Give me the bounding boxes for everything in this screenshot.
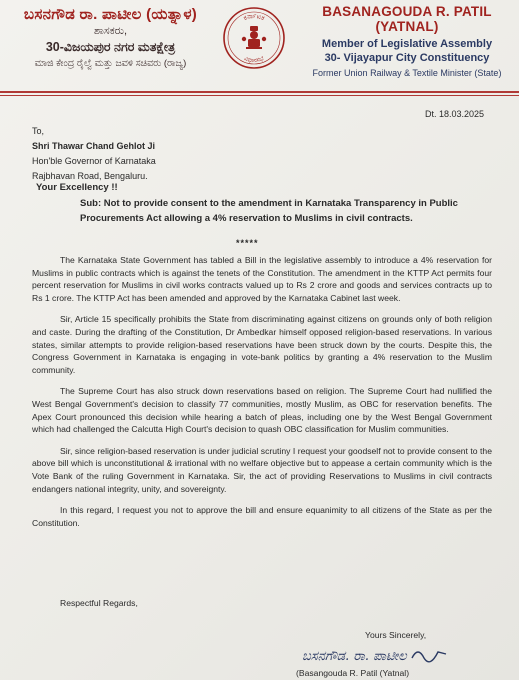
english-constituency: 30- Vijayapur City Constituency — [324, 52, 490, 64]
recipient-name: Shri Thawar Chand Gehlot Ji — [32, 141, 156, 151]
seal-text-top: ಕರ್ನಾಟಕ — [242, 11, 266, 23]
recipient-address: Rajbhavan Road, Bengaluru. — [32, 171, 148, 181]
letter-body — [32, 254, 492, 538]
kannada-letterhead — [8, 6, 213, 69]
body-paragraph: Sir, Article 15 specifically prohibits the State from discriminating against citizens on grounds only of both religion and caste. During the drafting of the Constitution, Dr Ambedkar himself opposed religion-based reservations. In various states, similar attempts to provide religion-based reservations have been struck down by the courts. Despite this, the Congress Government in Karnataka is engaging in vote-bank politics by granting a 4% reservation to the Muslim community. — [32, 314, 492, 375]
body-paragraph: Sir, since religion-based reservation is under judicial scrutiny I request your goodself not to provide consent to the above bill which is unconstitutional & irrational with no welfare objective but to appease a certain community which is the Vote Bank of the ruling Government in Karnataka. Sir, the act of providing Reservations to Muslims in civil contracts endangers national integrity, unity, and sovereignty. — [32, 445, 492, 494]
kannada-name: ಬಸನಗೌಡ ರಾ. ಪಾಟೀಲ (ಯತ್ನಾಳ) — [23, 6, 198, 23]
english-former-minister: Former Union Railway & Textile Minister (State) — [312, 68, 502, 78]
letter-date: Dt. 18.03.2025 — [425, 109, 485, 119]
separator-stars: ***** — [236, 238, 259, 248]
letterhead-divider — [0, 91, 519, 93]
recipient-address-block — [32, 124, 156, 184]
subject-line: Sub: Not to provide consent to the amendment in Karnataka Transparency in Public Procurements Act allowing a 4% reservation to Muslims in civil contracts. — [80, 198, 458, 224]
kannada-former-minister: ಮಾಜಿ ಕೇಂದ್ರ ರೈಲ್ವೆ ಮತ್ತು ಜವಳಿ ಸಚಿವರು (ರಾಜ್ಯ) — [34, 58, 187, 69]
body-paragraph: The Supreme Court has also struck down reservations based on religion. The Supreme Court had nullified the West Bengal Government's decision to classify 77 communities, mostly Muslim, as OBC for reservation benefits. The Apex Court pronounced this decision while hearing a batch of pleas, including one by the West Bengal Government which had challenged the Calcutta High Court's decision to quash OBC classification for Muslim communities. — [32, 386, 492, 435]
handwritten-signature — [292, 642, 452, 666]
english-letterhead — [298, 4, 516, 78]
karnataka-seal-emblem — [222, 6, 286, 70]
recipient-title: Hon'ble Governor of Karnataka — [32, 156, 156, 166]
seal-text-bottom: ವಿಧಾನಸಭೆ — [243, 55, 265, 65]
english-name: BASANAGOUDA R. PATIL (YATNAL) — [322, 4, 492, 34]
yours-sincerely: Yours Sincerely, — [365, 630, 427, 640]
english-role: Member of Legislative Assembly — [321, 38, 493, 50]
kannada-constituency: 30-ವಿಜಯಪುರ ನಗರ ಮತಕ್ಷೇತ್ರ — [45, 40, 176, 54]
letterhead-divider-thin — [0, 95, 519, 96]
seal-center-emblem — [242, 26, 266, 49]
signatory-name: (Basangouda R. Patil (Yatnal) — [296, 668, 410, 678]
to-label: To, — [32, 126, 45, 136]
closing-regards: Respectful Regards, — [60, 598, 138, 608]
kannada-designation: ಶಾಸಕರು, — [93, 25, 128, 37]
signature-text: ಬಸನಗೌಡ. ರಾ. ಪಾಟೀಲ — [302, 649, 407, 664]
body-paragraph: The Karnataka State Government has tabled a Bill in the legislative assembly to introduce a 4% reservation for Muslims in public contracts which is against the tenets of the Constitution. The amendment in the KTTP Act permits four percent reservation for Muslims in civil works contracts valued up to Rs 2 crore and goods and services contracts up to Rs 1 crore. The KTTP Act has been amended and approved by the Karnataka Cabinet last week. — [32, 255, 492, 303]
salutation: Your Excellency !! — [36, 182, 118, 193]
body-paragraph: In this regard, I request you not to approve the bill and ensure equanimity to all citizens of the State as per the Constitution. — [32, 505, 492, 528]
